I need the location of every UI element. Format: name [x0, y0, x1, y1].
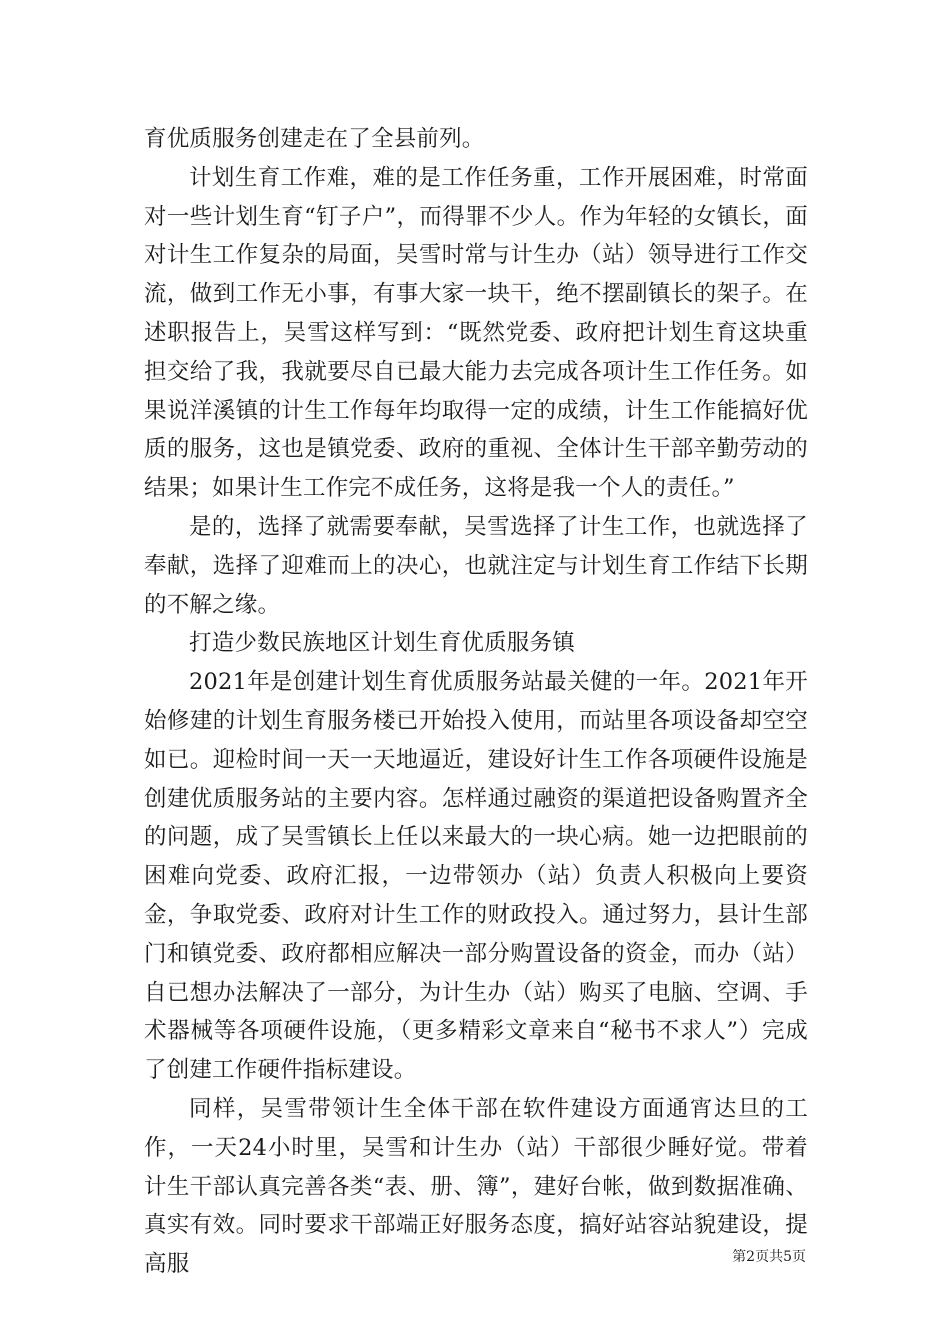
- page-number: 第2页共5页: [732, 1249, 806, 1265]
- section-heading: 打造少数民族地区计划生育优质服务镇: [189, 630, 575, 657]
- paragraph: 同样，吴雪带领计生全体干部在软件建设方面通宵达旦的工作，一天24小时里，吴雪和计生办（站）干部很少睡好觉。带着计生干部认真完善各类“表、册、簿”，建好台帐，做到数据准确、真实有效。同时要求干部端正好服务态度，搞好站容站貌建设，提高服: [144, 1095, 808, 1278]
- document-body: [144, 120, 808, 1284]
- paragraph: 是的，选择了就需要奉献，吴雪选择了计生工作，也就选择了奉献，选择了迎难而上的决心，也就注定与计划生育工作结下长期的不解之缘。: [144, 513, 808, 618]
- paragraph-continuation: 育优质服务创建走在了全县前列。: [144, 126, 485, 152]
- paragraph: 2021年是创建计划生育优质服务站最关健的一年。2021年开始修建的计划生育服务楼已开始投入使用，而站里各项设备却空空如已。迎检时间一天一天地逼近，建设好计生工作各项硬件设施是创建优质服务站的主要内容。怎样通过融资的渠道把设备购置齐全的问题，成了吴雪镇长上任以来最大的一块心病。她一边把眼前的困难向党委、政府汇报，一边带领办（站）负责人积极向上要资金，争取党委、政府对计生工作的财政投入。通过努力，县计生部门和镇党委、政府都相应解决一部分购置设备的资金，而办（站）自已想办法解决了一部分，为计生办（站）购买了电脑、空调、手术器械等各项硬件设施，（更多精彩文章来自“秘书不求人”）完成了创建工作硬件指标建设。: [144, 669, 808, 1084]
- paragraph: 计划生育工作难，难的是工作任务重，工作开展困难，时常面对一些计划生育“钉子户”，而得罪不少人。作为年轻的女镇长，面对计生工作复杂的局面，吴雪时常与计生办（站）领导进行工作交流，做到工作无小事，有事大家一块干，绝不摆副镇长的架子。在述职报告上，吴雪这样写到：“既然党委、政府把计划生育这块重担交给了我，我就要尽自已最大能力去完成各项计生工作任务。如果说洋溪镇的计生工作每年均取得一定的成绩，计生工作能搞好优质的服务，这也是镇党委、政府的重视、全体计生干部辛勤劳动的结果；如果计生工作完不成任务，这将是我一个人的责任。”: [144, 164, 808, 502]
